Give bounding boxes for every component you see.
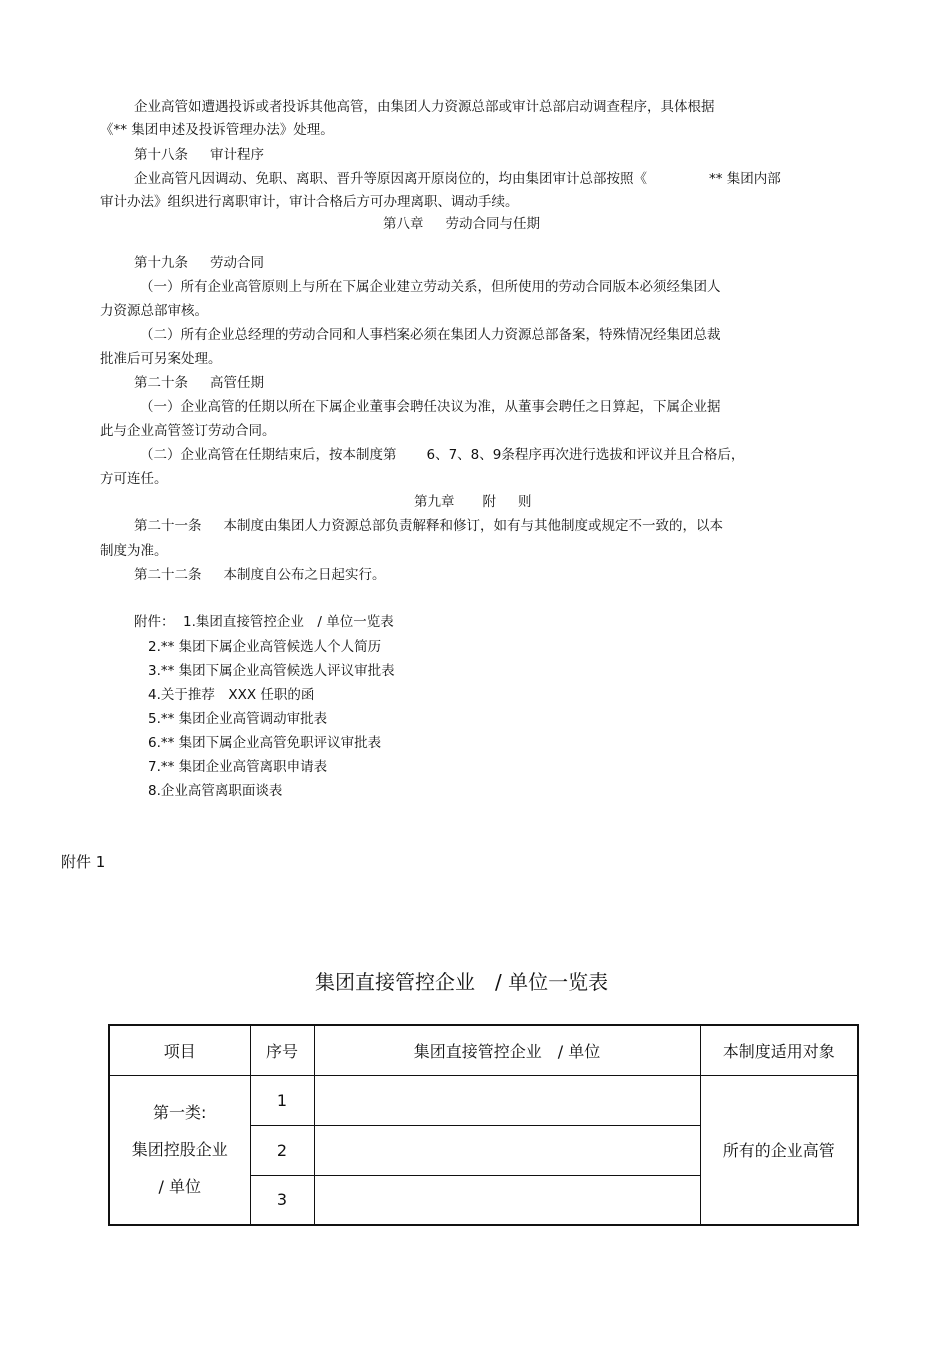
attachment-item: 7.** 集团企业高管离职申请表 (148, 759, 328, 775)
article-title: 审计程序 (210, 147, 264, 163)
header-cell: 集团直接管控企业 / 单位 (314, 1025, 700, 1075)
article-title: 高管任期 (210, 375, 264, 391)
article-title: 劳动合同 (210, 255, 264, 271)
chapter-heading: 第九章 附 则 (414, 494, 532, 510)
paragraph-line: 第二十二条 本制度自公布之日起实行。 (134, 567, 386, 583)
row-number: 3 (250, 1175, 314, 1225)
paragraph-line: 企业高管凡因调动、免职、离职、晋升等原因离开原岗位的，均由集团审计总部按照《 ** 集团内部 (134, 171, 781, 187)
attachment-item: 2.** 集团下属企业高管候选人个人简历 (148, 639, 382, 655)
article-number: 第二十一条 (134, 518, 202, 534)
article-number: 第二十条 (134, 375, 188, 391)
attachment-item: 8.企业高管离职面谈表 (148, 783, 283, 799)
paragraph-line: 第二十一条 本制度由集团人力资源总部负责解释和修订，如有与其他制度或规定不一致的，以本 (134, 518, 723, 534)
unit-cell (314, 1075, 700, 1125)
applies-to-cell: 所有的企业高管 (700, 1075, 858, 1225)
chapter-heading: 第八章 劳动合同与任期 (383, 216, 540, 232)
attachment-item: 1.集团直接管控企业 / 单位一览表 (183, 614, 394, 630)
header-cell: 项目 (109, 1025, 250, 1075)
row-number: 1 (250, 1075, 314, 1125)
attachment-item: 4.关于推荐 XXX 任职的函 (148, 687, 315, 703)
attachment-item: 3.** 集团下属企业高管候选人评议审批表 (148, 663, 395, 679)
attachment-item: 6.** 集团下属企业高管免职评议审批表 (148, 735, 382, 751)
paragraph-line: 制度为准。 (100, 543, 168, 559)
paragraph-line: 力资源总部审核。 (100, 303, 208, 319)
attachment-item: 5.** 集团企业高管调动审批表 (148, 711, 328, 727)
paragraph-line: （一）所有企业高管原则上与所在下属企业建立劳动关系，但所使用的劳动合同版本必须经集团人 (140, 279, 721, 295)
paragraph-line: 企业高管如遭遇投诉或者投诉其他高管，由集团人力资源总部或审计总部启动调查程序，具体根据 (134, 99, 715, 115)
paragraph-line: 此与企业高管签订劳动合同。 (100, 423, 276, 439)
unit-cell (314, 1175, 700, 1225)
paragraph-line: （二）所有企业总经理的劳动合同和人事档案必须在集团人力资源总部备案，特殊情况经集团总裁 (140, 327, 721, 343)
header-cell: 序号 (250, 1025, 314, 1075)
paragraph-line: 方可连任。 (100, 471, 168, 487)
header-cell: 本制度适用对象 (700, 1025, 858, 1075)
attachments-label: 附件： (134, 614, 175, 630)
article-heading (134, 147, 264, 163)
unit-cell (314, 1125, 700, 1175)
paragraph-line: 审计办法》组织进行离职审计，审计合格后方可办理离职、调动手续。 (100, 194, 519, 210)
paragraph-line: 《** 集团申述及投诉管理办法》处理。 (100, 122, 334, 138)
paragraph-line: （一）企业高管的任期以所在下属企业董事会聘任决议为准，从董事会聘任之日算起，下属企业据 (140, 399, 721, 415)
paragraph-line: （二）企业高管在任期结束后，按本制度第 6、7、8、9条程序再次进行选拔和评议并且合格后， (140, 447, 745, 463)
unit-list-table (108, 1024, 859, 1226)
article-number: 第二十二条 (134, 567, 202, 583)
row-number: 2 (250, 1125, 314, 1175)
article-number: 第十九条 (134, 255, 188, 271)
paragraph-line: 批准后可另案处理。 (100, 351, 222, 367)
table-row (109, 1075, 858, 1125)
article-heading (134, 255, 264, 271)
category-cell: 第一类: 集团控股企业 / 单位 (109, 1075, 250, 1225)
table-title: 集团直接管控企业 / 单位一览表 (315, 970, 609, 994)
attachment-heading: 附件 1 (61, 853, 106, 871)
article-heading (134, 375, 264, 391)
article-number: 第十八条 (134, 147, 188, 163)
table-header-row (109, 1025, 858, 1075)
